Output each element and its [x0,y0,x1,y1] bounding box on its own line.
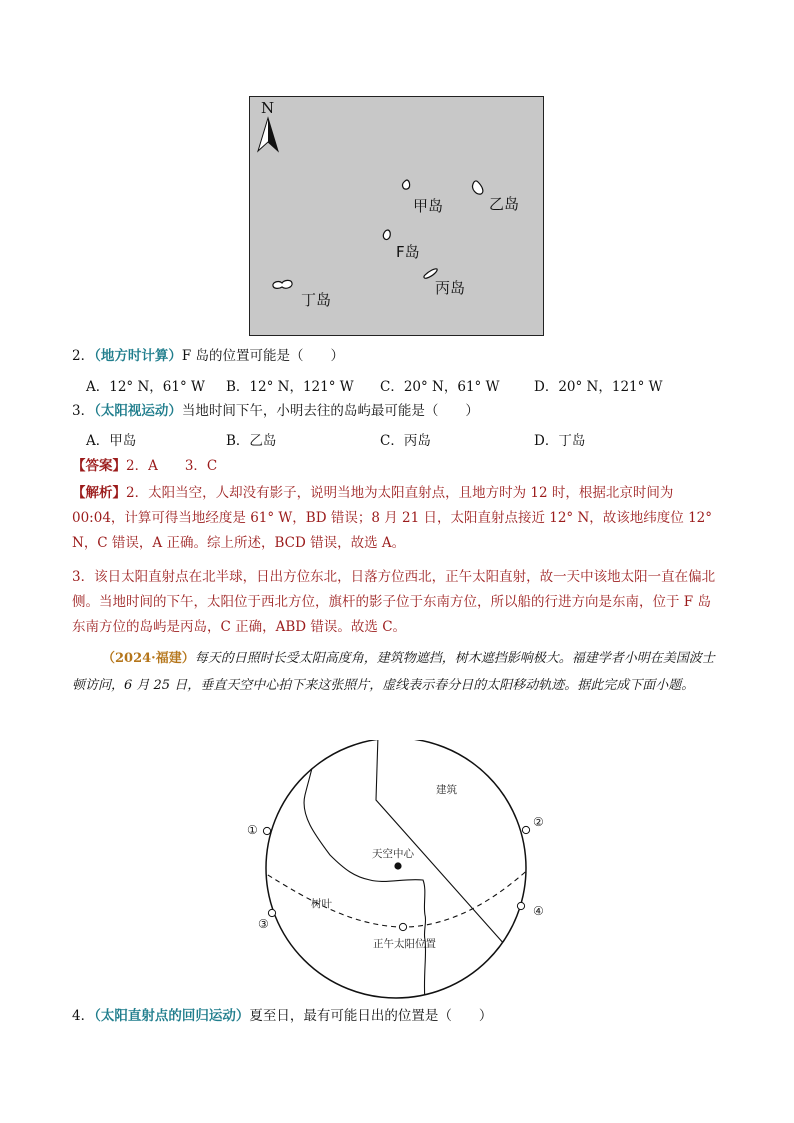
question-2 [72,346,344,366]
island-f-shape [383,230,390,240]
question-2-stem: F 岛的位置可能是（ ） [181,348,345,364]
question-group-stem [72,645,722,699]
marker-1-point [263,827,270,834]
question-group-tag: （2024·福建） [102,651,195,666]
marker-1-label: ① [247,823,258,837]
question-3-tag: （太阳视运动） [94,403,182,419]
question-4-stem: 夏至日，最有可能日出的位置是（ ） [249,1008,493,1024]
marker-4-label: ④ [533,904,544,918]
question-2-number: 2． [72,348,95,364]
question-2-tag: （地方时计算） [94,348,182,364]
island-ding-label: 丁岛 [301,291,332,309]
island-f-label: F岛 [396,243,420,261]
sky-center-label: 天空中心 [372,848,414,860]
sky-diagram-drawing [255,740,545,1000]
question-2-option-b: B．12° N，121° W [226,379,354,395]
question-4 [72,1006,492,1026]
island-map [249,96,544,336]
question-4-number: 4． [72,1008,95,1024]
analysis-text-2: 3．该日太阳直射点在北半球，日出方位东北，日落方位西北，正午太阳直射，故一天中该地太阳一直在偏北侧。当地时间的下午，太阳位于西北方位，旗杆的影子位于东南方位，所以船的行进方向是东南，位于 F 岛东南方位的岛屿是丙岛，C 正确，ABD 错误。故选 C。 [72,569,716,635]
answer-text: 2．A 3．C [126,458,218,474]
island-yi-shape [472,180,482,193]
question-4-tag: （太阳直射点的回归运动） [94,1008,250,1024]
analysis-paragraph-1 [72,481,720,556]
noon-sun-point [399,923,406,930]
question-3-option-b: B．乙岛 [226,433,277,449]
question-3-stem: 当地时间下午，小明去往的岛屿最可能是（ ） [181,403,479,419]
marker-3-label: ③ [258,917,269,931]
island-map-shapes [249,96,544,336]
tree-outline [304,740,426,1000]
island-jia-shape [402,180,409,189]
island-yi-label: 乙岛 [489,195,520,213]
island-bing-label: 丙岛 [435,279,466,297]
question-3-option-c: C．丙岛 [380,433,431,449]
question-2-option-c: C．20° N，61° W [380,379,500,395]
building-edge [376,740,505,945]
sky-photo-diagram [247,740,545,1000]
sky-circle-outline [266,740,526,998]
sky-center-point [394,862,401,869]
question-3-option-a: A．甲岛 [86,433,137,449]
marker-3-point [268,909,275,916]
analysis-paragraph-2 [72,565,720,640]
question-3 [72,401,479,421]
leaves-label: 树叶 [311,898,332,910]
analysis-text-1: 2．太阳当空，人却没有影子，说明当地为太阳直射点，且地方时为 12 时，根据北京时间为 00:04，计算可得当地经度是 61° W，BD 错误；8 月 21 日，太阳直射点接近 12° N，故该地纬度位 12° N，C 错误，A 正确。综上所述，BCD 错误，故选 A。 [72,485,713,551]
island-ding-shape [272,280,291,288]
answer-line [72,456,217,476]
marker-4-point [517,902,524,909]
question-2-option-a: A．12° N，61° W [86,379,205,395]
island-jia-label: 甲岛 [413,197,444,215]
question-3-number: 3． [72,403,95,419]
analysis-label: 【解析】 [72,485,126,501]
answer-label: 【答案】 [72,458,126,474]
marker-2-label: ② [533,815,544,829]
north-label: N [261,99,275,117]
marker-2-point [522,826,529,833]
noon-sun-label: 正午太阳位置 [373,938,436,950]
question-group-text: 每天的日照时长受太阳高度角，建筑物遮挡，树木遮挡影响极大。福建学者小明在美国波士顿访问，6 月 25 日，垂直天空中心拍下来这张照片，虚线表示春分日的太阳移动轨迹。据此完成下面小题。 [72,651,715,693]
equinox-sun-path [260,865,533,927]
building-label: 建筑 [436,784,457,796]
question-3-option-d: D．丁岛 [534,433,586,449]
question-2-option-d: D．20° N，121° W [534,379,663,395]
